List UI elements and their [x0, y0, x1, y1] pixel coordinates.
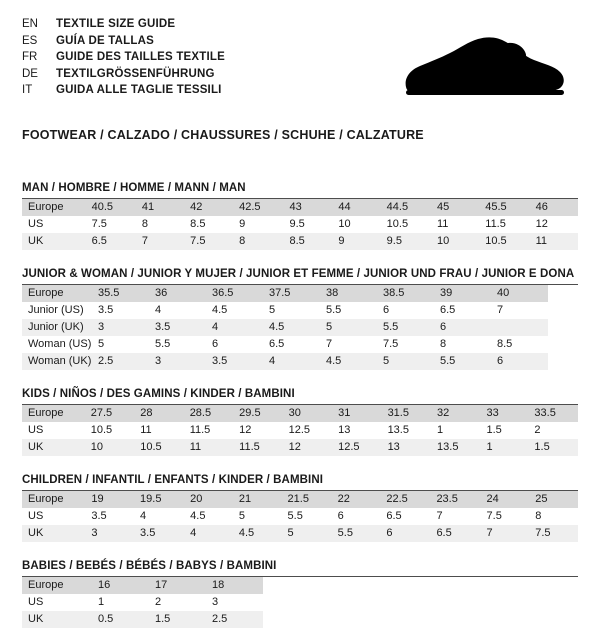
cell: 25: [529, 491, 578, 508]
language-row: [22, 16, 225, 33]
cell: 11: [184, 439, 233, 456]
cell: 4: [184, 525, 233, 542]
row-label: Junior (US): [22, 302, 92, 319]
cell: 2.5: [92, 353, 149, 370]
cell: 5: [377, 353, 434, 370]
table-row: [22, 405, 578, 422]
cell: 4.5: [184, 508, 233, 525]
table-row: [22, 577, 263, 594]
cell: 3.5: [134, 525, 184, 542]
size-table-kids: [22, 405, 578, 456]
cell: 10.5: [479, 233, 529, 250]
cell: 2.5: [206, 611, 263, 628]
table-row: [22, 199, 578, 216]
cell: 7: [481, 525, 530, 542]
cell: 33.5: [528, 405, 578, 422]
cell: 4.5: [320, 353, 377, 370]
language-code: EN: [22, 18, 38, 30]
cell: 1: [92, 594, 149, 611]
document-header: [22, 16, 578, 112]
language-title: GUIDA ALLE TAGLIE TESSILI: [56, 84, 222, 96]
cell: 44: [332, 199, 380, 216]
cell: 5.5: [282, 508, 332, 525]
cell: 2: [528, 422, 578, 439]
language-title: TEXTILGRÖSSENFÜHRUNG: [56, 67, 215, 80]
cell: 8.5: [283, 233, 332, 250]
row-label: Woman (UK): [22, 353, 92, 370]
section-title: KIDS / NIÑOS / DES GAMINS / KINDER / BAMBINI: [22, 388, 578, 405]
cell: 18: [206, 577, 263, 594]
size-table-junior-woman: [22, 285, 548, 370]
table-row: [22, 491, 578, 508]
cell: 13: [382, 439, 431, 456]
cell: 10: [85, 439, 134, 456]
cell: 28.5: [184, 405, 233, 422]
cell: 11.5: [233, 439, 282, 456]
cell: 12: [530, 216, 578, 233]
table-row: [22, 336, 548, 353]
row-label: UK: [22, 525, 85, 542]
cell: 1: [481, 439, 529, 456]
language-row: [22, 66, 225, 83]
cell: 8: [434, 336, 491, 353]
cell: 21: [233, 491, 282, 508]
cell: 2: [149, 594, 206, 611]
table-row: [22, 302, 548, 319]
cell: 12: [233, 422, 282, 439]
cell: 36.5: [206, 285, 263, 302]
row-label: UK: [22, 233, 86, 250]
table-row: [22, 353, 548, 370]
language-row: [22, 49, 225, 66]
cell: 21.5: [282, 491, 332, 508]
cell: 7.5: [377, 336, 434, 353]
cell: 38: [320, 285, 377, 302]
cell: 6.5: [263, 336, 320, 353]
table-row: [22, 594, 263, 611]
cell: 28: [134, 405, 183, 422]
cell: 13.5: [382, 422, 431, 439]
cell: 6.5: [380, 508, 430, 525]
cell: 42: [184, 199, 233, 216]
language-list: [22, 16, 225, 99]
cell: 45: [431, 199, 479, 216]
row-label: Europe: [22, 285, 92, 302]
cell: 4.5: [206, 302, 263, 319]
row-label: Europe: [22, 577, 92, 594]
cell: 38.5: [377, 285, 434, 302]
cell: 1.5: [528, 439, 578, 456]
row-label: US: [22, 508, 85, 525]
table-row: [22, 216, 578, 233]
cell: 7: [136, 233, 184, 250]
table-row: [22, 422, 578, 439]
language-code: ES: [22, 34, 38, 47]
cell: 3.5: [206, 353, 263, 370]
cell: 9.5: [283, 216, 332, 233]
cell: 16: [92, 577, 149, 594]
cell: 4: [206, 319, 263, 336]
cell: 22: [332, 491, 381, 508]
cell: 5: [282, 525, 332, 542]
row-label: US: [22, 422, 85, 439]
cell: 3.5: [92, 302, 149, 319]
cell: 41: [136, 199, 184, 216]
row-label: US: [22, 216, 86, 233]
cell: 7.5: [184, 233, 233, 250]
cell: 7: [430, 508, 480, 525]
cell: 31: [332, 405, 381, 422]
section-title: CHILDREN / INFANTIL / ENFANTS / KINDER / BAMBINI: [22, 474, 578, 491]
cell: 5.5: [149, 336, 206, 353]
row-label: UK: [22, 611, 92, 628]
cell: 0.5: [92, 611, 149, 628]
cell: 6.5: [86, 233, 136, 250]
cell: 5.5: [320, 302, 377, 319]
cell: 27.5: [85, 405, 134, 422]
cell: 3: [206, 594, 263, 611]
cell: 10.5: [134, 439, 183, 456]
cell: 9: [233, 216, 283, 233]
cell: 33: [481, 405, 529, 422]
cell: 1: [431, 422, 480, 439]
cell: 40: [491, 285, 548, 302]
cell: 3: [149, 353, 206, 370]
language-code: IT: [22, 84, 33, 96]
cell: 19.5: [134, 491, 184, 508]
language-row: [22, 82, 225, 99]
row-label: US: [22, 594, 92, 611]
cell: 4.5: [263, 319, 320, 336]
cell: 42.5: [233, 199, 283, 216]
cell: 3.5: [149, 319, 206, 336]
cell: 11.5: [479, 216, 529, 233]
cell: 9: [332, 233, 380, 250]
table-row: [22, 525, 578, 542]
table-row: [22, 319, 548, 336]
row-label: Woman (US): [22, 336, 92, 353]
section-babies: [22, 560, 578, 628]
cell: 3: [92, 319, 149, 336]
cell: 46: [530, 199, 578, 216]
language-code: DE: [22, 67, 38, 80]
cell: 6.5: [430, 525, 480, 542]
section-man: [22, 182, 578, 250]
row-label: Europe: [22, 199, 86, 216]
cell: 8: [529, 508, 578, 525]
cell: 30: [283, 405, 332, 422]
cell: 36: [149, 285, 206, 302]
cell: 8: [136, 216, 184, 233]
cell: 11: [134, 422, 183, 439]
section-title: MAN / HOMBRE / HOMME / MANN / MAN: [22, 182, 578, 199]
cell: 7: [320, 336, 377, 353]
cell: 7.5: [529, 525, 578, 542]
cell: 5: [233, 508, 282, 525]
cell: 11: [530, 233, 578, 250]
footwear-category-line: FOOTWEAR / CALZADO / CHAUSSURES / SCHUHE / CALZATURE: [22, 128, 424, 142]
cell: 8: [233, 233, 283, 250]
cell: 31.5: [382, 405, 431, 422]
cell: 8.5: [184, 216, 233, 233]
cell: 5: [92, 336, 149, 353]
section-children: [22, 474, 578, 542]
cell: 10: [332, 216, 380, 233]
size-table-babies: [22, 577, 263, 628]
cell: 9.5: [381, 233, 431, 250]
cell: 37.5: [263, 285, 320, 302]
cell: 4: [263, 353, 320, 370]
cell: 11: [431, 216, 479, 233]
row-label: Junior (UK): [22, 319, 92, 336]
language-code: FR: [22, 51, 38, 63]
row-label: Europe: [22, 405, 85, 422]
cell: 6.5: [434, 302, 491, 319]
section-title: BABIES / BEBÉS / BÉBÉS / BABYS / BAMBINI: [22, 560, 578, 577]
cell: 8.5: [491, 336, 548, 353]
row-label: UK: [22, 439, 85, 456]
cell: 29.5: [233, 405, 282, 422]
cell: 10: [431, 233, 479, 250]
language-title: GUÍA DE TALLAS: [56, 34, 154, 47]
cell: 3: [85, 525, 134, 542]
cell: 5: [263, 302, 320, 319]
cell: 19: [85, 491, 134, 508]
cell: 7.5: [86, 216, 136, 233]
cell: 5.5: [377, 319, 434, 336]
cell: 44.5: [381, 199, 431, 216]
cell: 6: [491, 353, 548, 370]
cell: 1.5: [481, 422, 529, 439]
cell: 5.5: [434, 353, 491, 370]
table-row: [22, 508, 578, 525]
cell: 40.5: [86, 199, 136, 216]
cell: 35.5: [92, 285, 149, 302]
cell: 13: [332, 422, 381, 439]
row-label: Europe: [22, 491, 85, 508]
section-junior-woman: [22, 268, 578, 370]
cell: 13.5: [431, 439, 480, 456]
cell: 43: [283, 199, 332, 216]
cell: 3.5: [85, 508, 134, 525]
cell: 45.5: [479, 199, 529, 216]
size-table-man: [22, 199, 578, 250]
cell: 1.5: [149, 611, 206, 628]
cell: 6: [434, 319, 491, 336]
size-table-children: [22, 491, 578, 542]
cell: 4: [134, 508, 184, 525]
section-kids: [22, 388, 578, 456]
section-title: JUNIOR & WOMAN / JUNIOR Y MUJER / JUNIOR ET FEMME / JUNIOR UND FRAU / JUNIOR E DONA: [22, 268, 578, 285]
cell: [491, 319, 548, 336]
cell: 6: [206, 336, 263, 353]
cell: 6: [332, 508, 381, 525]
cell: 39: [434, 285, 491, 302]
cell: 7.5: [481, 508, 530, 525]
table-row: [22, 233, 578, 250]
cell: 23.5: [430, 491, 480, 508]
cell: 20: [184, 491, 233, 508]
cell: 22.5: [380, 491, 430, 508]
language-title: GUIDE DES TAILLES TEXTILE: [56, 51, 225, 63]
language-row: [22, 33, 225, 50]
cell: 7: [491, 302, 548, 319]
cell: 12: [283, 439, 332, 456]
table-row: [22, 285, 548, 302]
cell: 4: [149, 302, 206, 319]
cell: 4.5: [233, 525, 282, 542]
cell: 12.5: [283, 422, 332, 439]
cell: 10.5: [381, 216, 431, 233]
cell: 11.5: [184, 422, 233, 439]
language-title: TEXTILE SIZE GUIDE: [56, 18, 176, 30]
cell: 10.5: [85, 422, 134, 439]
cell: 12.5: [332, 439, 381, 456]
cell: 6: [380, 525, 430, 542]
cell: 5.5: [332, 525, 381, 542]
cell: 32: [431, 405, 480, 422]
cell: 17: [149, 577, 206, 594]
table-row: [22, 439, 578, 456]
cell: 5: [320, 319, 377, 336]
dress-shoe-icon: [376, 32, 566, 112]
table-row: [22, 611, 263, 628]
cell: 6: [377, 302, 434, 319]
cell: 24: [481, 491, 530, 508]
